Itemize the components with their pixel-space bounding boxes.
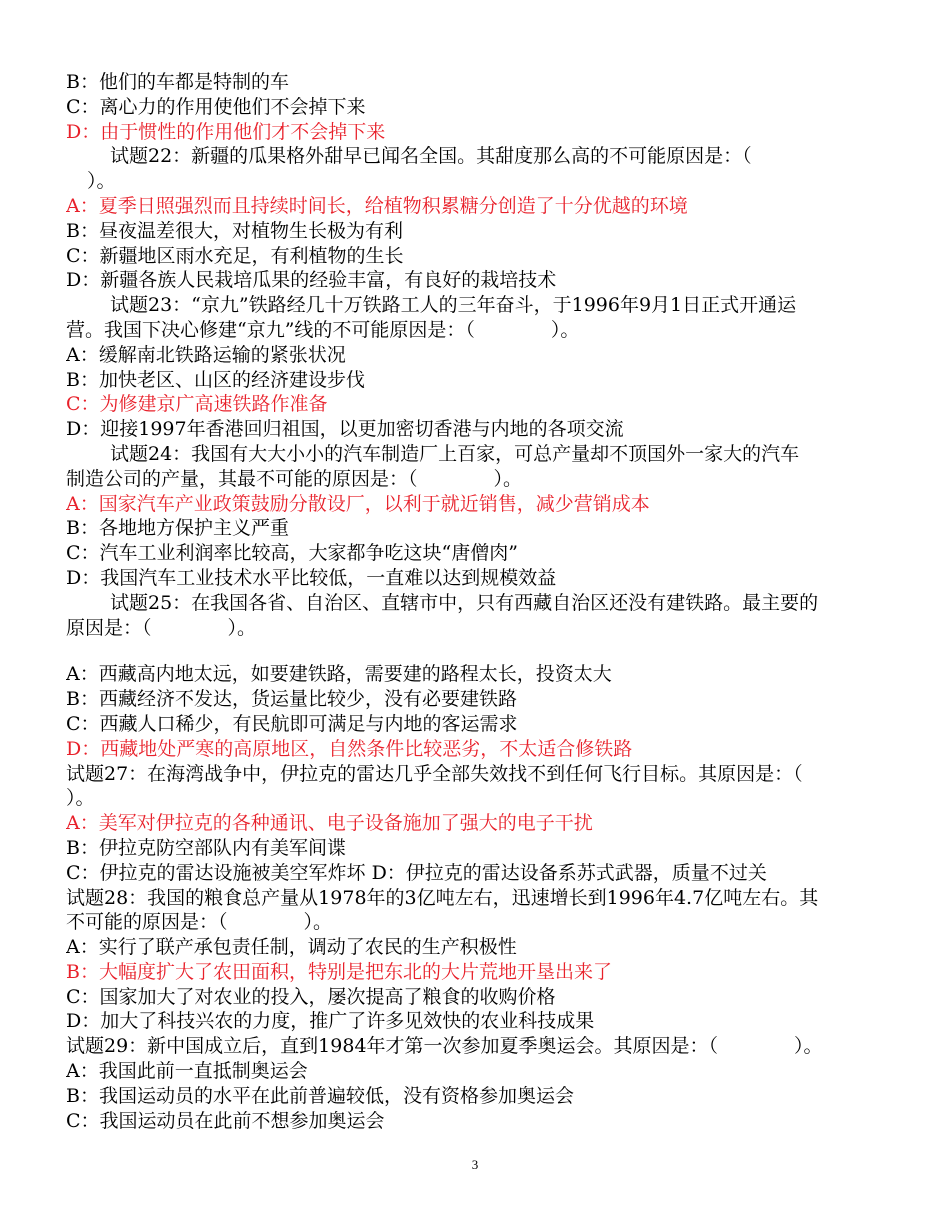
answer-option-line: A：美军对伊拉克的各种通讯、电子设备施加了强大的电子干扰: [66, 812, 593, 835]
answer-option-line: D：西藏地处严寒的高原地区，自然条件比较恶劣，不太适合修铁路: [66, 737, 633, 760]
text-line: B：加快老区、山区的经济建设步伐: [66, 368, 365, 391]
text-line: A：缓解南北铁路运输的紧张状况: [66, 343, 346, 366]
text-line: C：新疆地区雨水充足，有利植物的生长: [66, 244, 404, 267]
text-line: 试题27：在海湾战争中，伊拉克的雷达几乎全部失效找不到任何飞行目标。其原因是：（: [66, 762, 803, 785]
text-line: B：伊拉克防空部队内有美军间谍: [66, 836, 346, 859]
text-line: B：他们的车都是特制的车: [66, 71, 289, 93]
answer-option-line: C：为修建京广高速铁路作准备: [66, 393, 328, 416]
text-line: B：各地地方保护主义严重: [66, 517, 289, 540]
answer-option-line: A：夏季日照强烈而且持续时间长，给植物积累糖分创造了十分优越的环境: [66, 194, 688, 217]
text-line: ）。: [87, 170, 116, 193]
text-line: B：昼夜温差很大，对植物生长极为有利: [66, 219, 403, 242]
text-line: D：加大了科技兴农的力度，推广了许多见效快的农业科技成果: [66, 1010, 595, 1033]
text-line: 试题28：我国的粮食总产量从1978年的3亿吨左右，迅速增长到1996年4.7亿吨左右。其: [66, 886, 819, 909]
text-line: C：我国运动员在此前不想参加奥运会: [66, 1109, 385, 1132]
text-line: 试题23：“京九”铁路经几十万铁路工人的三年奋斗，于1996年9月1日正式开通运: [110, 294, 797, 317]
blank-line: [66, 640, 888, 662]
text-line: C：伊拉克的雷达设施被美空军炸坏 D：伊拉克的雷达设备系苏式武器，质量不过关: [66, 861, 767, 884]
text-line: B：西藏经济不发达，货运量比较少，没有必要建铁路: [66, 688, 517, 711]
answer-option-line: A：国家汽车产业政策鼓励分散设厂，以利于就近销售，减少营销成本: [66, 492, 650, 515]
text-line: D：新疆各族人民栽培瓜果的经验丰富，有良好的栽培技术: [66, 269, 557, 292]
document-body: [66, 70, 888, 1133]
text-line: 试题25：在我国各省、自治区、直辖市中，只有西藏自治区还没有建铁路。最主要的: [110, 591, 819, 614]
text-line: C：西藏人口稀少，有民航即可满足与内地的客运需求: [66, 712, 518, 735]
text-line: 制造公司的产量，其最不可能的原因是：（ ）。: [66, 467, 523, 490]
page-number: 3: [471, 1157, 479, 1172]
text-line: B：我国运动员的水平在此前普遍较低，没有资格参加奥运会: [66, 1084, 574, 1107]
answer-option-line: D：由于惯性的作用他们才不会掉下来: [66, 120, 386, 143]
answer-option-line: B：大幅度扩大了农田面积，特别是把东北的大片荒地开垦出来了: [66, 960, 612, 983]
text-line: 试题22：新疆的瓜果格外甜早已闻名全国。其甜度那么高的不可能原因是：（: [110, 145, 752, 168]
text-line: 营。我国下决心修建“京九”线的不可能原因是：（ ）。: [66, 318, 580, 341]
text-line: 不可能的原因是：（ ）。: [66, 911, 333, 934]
text-line: 原因是：（ ）。: [66, 616, 257, 639]
text-line: D：我国汽车工业技术水平比较低，一直难以达到规模效益: [66, 566, 557, 589]
text-line: 试题29：新中国成立后，直到1984年才第一次参加夏季奥运会。其原因是：（ ）。: [66, 1035, 823, 1058]
text-line: A：我国此前一直抵制奥运会: [66, 1060, 308, 1083]
text-line: ）。: [66, 787, 95, 810]
text-line: A：西藏高内地太远，如要建铁路，需要建的路程太长，投资太大: [66, 663, 612, 686]
text-line: A：实行了联产承包责任制，调动了农民的生产积极性: [66, 936, 517, 959]
text-line: C：离心力的作用使他们不会掉下来: [66, 95, 366, 118]
text-line: 试题24：我国有大大小小的汽车制造厂上百家，可总产量却不顶国外一家大的汽车: [110, 442, 800, 465]
text-line: C：国家加大了对农业的投入，屡次提高了粮食的收购价格: [66, 985, 556, 1008]
text-line: D：迎接1997年香港回归祖国，以更加密切香港与内地的各项交流: [66, 418, 624, 441]
text-line: C：汽车工业利润率比较高，大家都争吃这块“唐僧肉”: [66, 542, 518, 565]
